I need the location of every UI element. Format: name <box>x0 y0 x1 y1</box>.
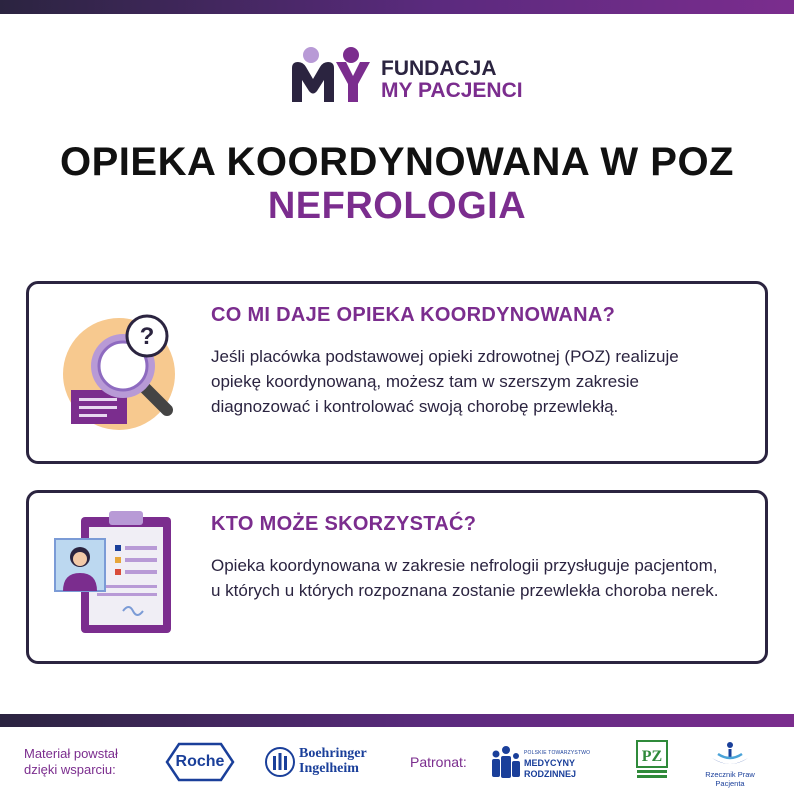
bottom-gradient-bar <box>0 714 794 727</box>
rpp-logo <box>690 740 770 788</box>
boehringer-line-2: Ingelheim <box>299 761 359 776</box>
card-heading: CO MI DAJE OPIEKA KOORDYNOWANA? <box>211 304 616 326</box>
info-card-eligibility <box>26 490 768 664</box>
pz-logo-text: PZ <box>641 748 663 765</box>
boehringer-line-1: Boehringer <box>299 746 367 761</box>
logo-line-2: MY PACJENCI <box>381 79 523 102</box>
foundation-logo <box>289 46 529 106</box>
magnifier-question-icon <box>59 312 189 432</box>
rpp-label: Rzecznik Praw Pacjenta <box>705 770 755 788</box>
roche-logo <box>165 742 235 782</box>
logo-line-1: FUNDACJA <box>381 57 497 80</box>
page-subtitle: NEFROLOGIA <box>267 185 527 227</box>
ptmr-logo <box>490 742 615 782</box>
patient-clipboard-icon <box>53 511 173 639</box>
support-line-1: Materiał powstał <box>24 746 118 761</box>
svg-text:?: ? <box>139 323 155 350</box>
support-line-2: dzięki wsparciu: <box>24 762 116 777</box>
roche-label: Roche <box>175 753 225 770</box>
my-logo-icon <box>289 46 374 106</box>
ptmr-line-2: MEDYCYNY RODZINNEJ <box>524 758 577 779</box>
top-gradient-bar <box>0 0 794 14</box>
card-text: Opieka koordynowana w zakresie nefrologii przysługuje pacjentom, u których u których rozpoznana zostanie przewlekła choroba nerek. <box>211 556 719 600</box>
info-card-benefits <box>26 281 768 464</box>
support-label <box>24 746 118 778</box>
page-title: OPIEKA KOORDYNOWANA W POZ <box>60 140 734 184</box>
boehringer-logo <box>265 744 375 780</box>
family-people-icon <box>490 744 522 780</box>
patronat-label: Patronat: <box>410 754 467 770</box>
ptmr-line-1: POLSKIE TOWARZYSTWO <box>524 750 591 756</box>
boehringer-building-icon <box>265 746 295 778</box>
rpp-figure-icon <box>690 740 770 770</box>
pz-emblem-icon <box>636 740 668 780</box>
card-heading: KTO MOŻE SKORZYSTAĆ? <box>211 513 477 535</box>
pz-logo <box>636 740 668 780</box>
card-text: Jeśli placówka podstawowej opieki zdrowotnej (POZ) realizuje opiekę koordynowaną, możesz tam w szerszym zakresie diagnozować i kontrolować swoją chorobę przewlekłą. <box>211 347 679 416</box>
